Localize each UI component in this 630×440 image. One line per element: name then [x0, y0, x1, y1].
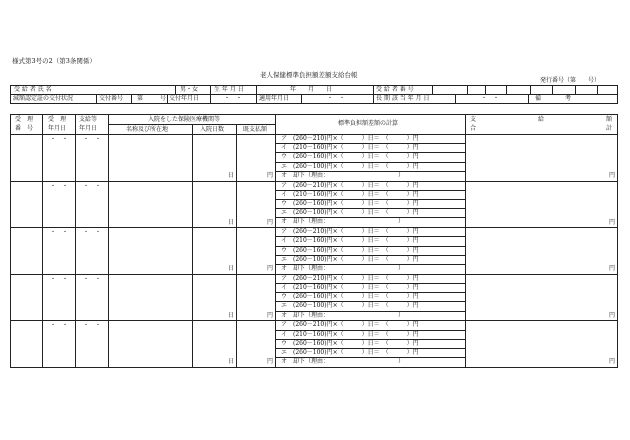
calc-line: エ (260－100)円×（ ）日＝ （ ）円	[281, 302, 419, 310]
col-total-kei: 計	[606, 125, 613, 132]
calc-line: ウ (260－160)円×（ ）日＝ （ ）円	[281, 200, 419, 207]
col-hospital-group: 入院をした保険医療機関等	[148, 116, 221, 123]
gender-label: 男・女	[180, 86, 199, 93]
recipient-name-label: 受 給 者 氏 名	[14, 86, 52, 93]
calc-line: エ (260－100)円×（ ）日＝ （ ）円	[281, 209, 419, 217]
col-receipt-no-top: 受 理	[15, 116, 34, 123]
col-total-shi: 支	[470, 116, 477, 123]
col-hospital-name: 名称及び所在地	[126, 126, 169, 133]
paid-unit: 円	[267, 311, 274, 319]
col-already-paid: 既支払額	[243, 126, 268, 133]
payment-date-value: ・ ・	[83, 322, 102, 330]
birthdate-label: 生 年 月 日	[214, 86, 244, 93]
calc-line: イ (210－160)円×（ ）日＝ （ ）円	[281, 144, 419, 152]
paid-unit: 円	[267, 358, 274, 366]
calc-line: ア (260－210)円×（ ）日＝ （ ）円	[281, 274, 419, 282]
calc-line: オ 却下（理由： ）	[281, 171, 405, 179]
receipt-date-value: ・ ・	[50, 322, 69, 330]
long-term-field: ・ ・	[481, 95, 500, 102]
issue-no-gou: 号	[160, 95, 167, 102]
calc-line: エ (260－100)円×（ ）日＝ （ ）円	[281, 255, 419, 263]
payment-date-value: ・ ・	[83, 136, 102, 143]
paid-unit: 円	[267, 265, 274, 273]
col-admission-days: 入院日数	[200, 126, 225, 133]
receipt-date-value: ・ ・	[50, 136, 69, 143]
calc-line: エ (260－100)円×（ ）日＝ （ ）円	[281, 349, 419, 356]
col-total-kyu: 給	[538, 116, 545, 123]
recipient-number-label: 受 給 者 番 号	[376, 86, 414, 93]
col-calc: 標準負担額差額の計算	[338, 120, 399, 127]
birthdate-field: 年 月 日	[290, 86, 333, 93]
receipt-date-value: ・ ・	[50, 229, 69, 237]
total-unit: 円	[609, 358, 616, 366]
reduction-status-label: 減額認定証の交付状況	[13, 95, 74, 102]
calc-line: ウ (260－160)円×（ ）日＝ （ ）円	[281, 246, 419, 254]
calc-line: ア (260－210)円×（ ）日＝ （ ）円	[281, 181, 419, 189]
col-payment-date-top: 支給等	[79, 116, 98, 123]
calc-line: エ (260－100)円×（ ）日＝ （ ）円	[281, 162, 419, 170]
calc-line: オ 却下（理由： ）	[281, 311, 405, 319]
total-unit: 円	[609, 172, 616, 179]
days-unit: 日	[228, 265, 235, 273]
col-receipt-no-bottom: 番 号	[15, 125, 34, 132]
days-unit: 日	[228, 172, 235, 179]
col-payment-date-bottom: 年月日	[79, 125, 98, 132]
receipt-date-value: ・ ・	[50, 182, 69, 190]
paid-unit: 円	[267, 218, 274, 226]
apply-date-label: 適用年月日	[259, 95, 290, 102]
col-receipt-date-top: 受 理	[48, 116, 67, 123]
col-total-gaku: 額	[606, 116, 613, 123]
issue-number: 発行番号（第 号）	[540, 77, 601, 84]
calc-line: ウ (260－160)円×（ ）日＝ （ ）円	[281, 153, 419, 161]
calc-line: オ 却下（理由： ）	[281, 265, 405, 272]
calc-line: ウ (260－160)円×（ ）日＝ （ ）円	[281, 293, 419, 301]
receipt-date-value: ・ ・	[50, 275, 69, 283]
total-unit: 円	[609, 218, 616, 226]
issue-no-label: 交付番号	[99, 95, 124, 102]
calc-line: イ (210－160)円×（ ）日＝ （ ）円	[281, 237, 419, 245]
calc-line: オ 却下（理由： ）	[281, 218, 405, 226]
calc-line: ウ (260－160)円×（ ）日＝ （ ）円	[281, 339, 419, 347]
days-unit: 日	[228, 311, 235, 319]
page-title: 老人保健標準負担額差額支給台帳	[260, 71, 358, 79]
remarks-label: 備 考	[535, 95, 572, 102]
total-unit: 円	[609, 265, 616, 273]
calc-line: イ (210－160)円×（ ）日＝ （ ）円	[281, 330, 419, 338]
days-unit: 日	[228, 358, 235, 366]
calc-line: イ (210－160)円×（ ）日＝ （ ）円	[281, 284, 419, 291]
col-total-go: 合	[470, 125, 477, 132]
calc-line: ア (260－210)円×（ ）日＝ （ ）円	[281, 321, 419, 329]
calc-line: ア (260－210)円×（ ）日＝ （ ）円	[281, 228, 419, 236]
paid-unit: 円	[267, 172, 274, 179]
payment-date-value: ・ ・	[83, 229, 102, 237]
payment-date-value: ・ ・	[83, 275, 102, 283]
issue-date-label: 交付年月日	[169, 95, 200, 102]
calc-line: ア (260－210)円×（ ）日＝ （ ）円	[281, 135, 419, 142]
form-number: 様式第3号の2（第3条関係）	[12, 57, 96, 65]
calc-line: イ (210－160)円×（ ）日＝ （ ）円	[281, 190, 419, 198]
issue-date-field: ・ ・	[224, 95, 243, 102]
col-receipt-date-bottom: 年月日	[48, 125, 67, 132]
long-term-label: 長 期 該 当 年 月 日	[376, 95, 430, 102]
days-unit: 日	[228, 218, 235, 226]
payment-date-value: ・ ・	[83, 182, 102, 190]
issue-no-dai: 第	[137, 95, 144, 102]
total-unit: 円	[609, 311, 616, 319]
apply-date-field: ・ ・	[327, 95, 346, 102]
calc-line: オ 却下（理由： ）	[281, 358, 405, 366]
